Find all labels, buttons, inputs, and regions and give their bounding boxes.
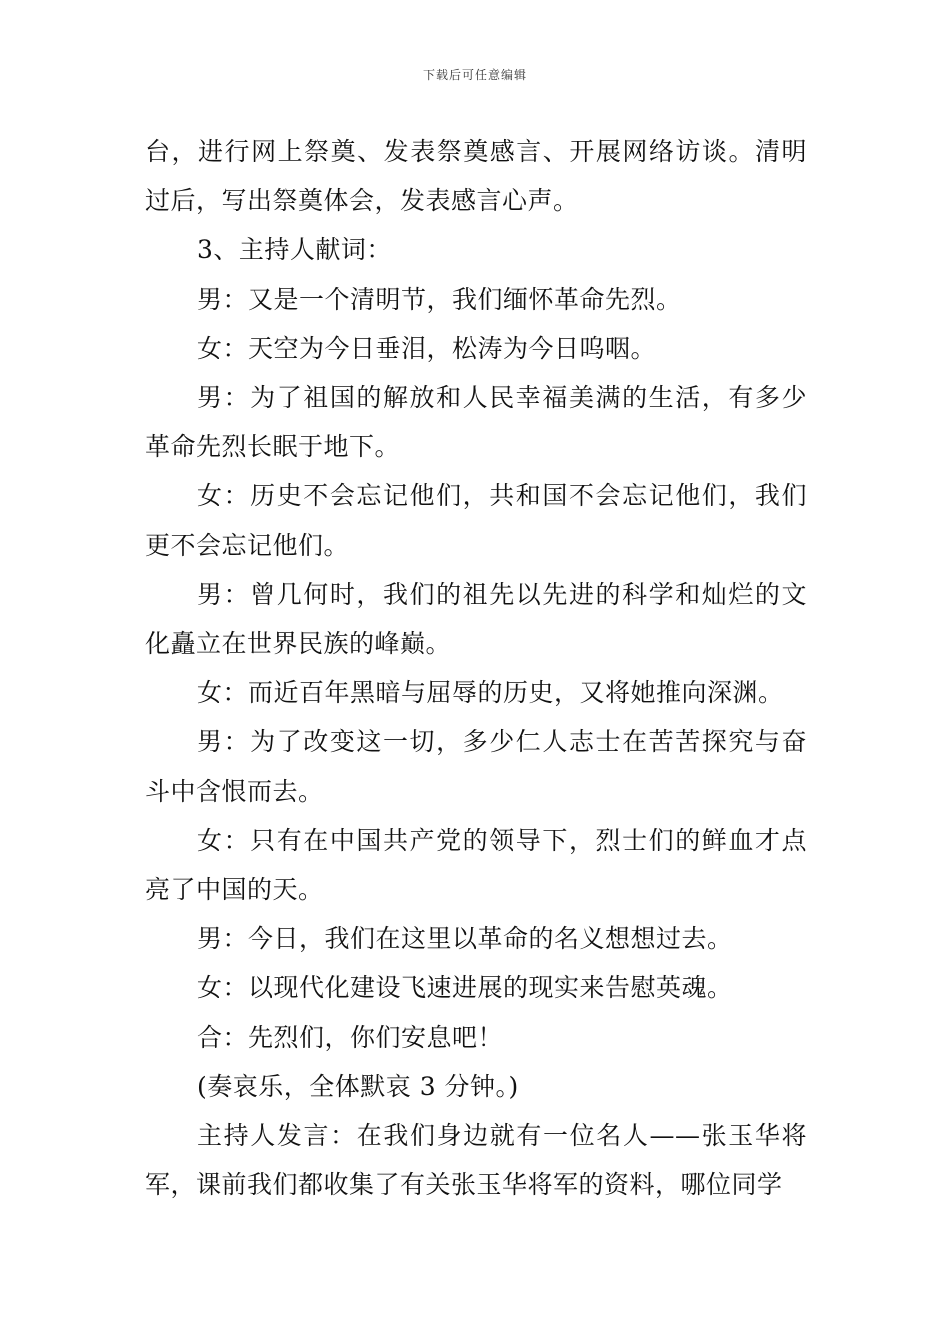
paragraph-dialogue: 男：今日，我们在这里以革命的名义想想过去。: [197, 924, 733, 954]
paragraph-dialogue: 男：曾几何时，我们的祖先以先进的科学和灿烂的文化矗立在世界民族的峰巅。: [145, 579, 807, 659]
paragraph-dialogue: 男：又是一个清明节，我们缅怀革命先烈。: [197, 284, 682, 314]
paragraph-dialogue: 男：为了祖国的解放和人民幸福美满的生活，有多少革命先烈长眠于地下。: [145, 383, 807, 462]
paragraph-dialogue: 女：只有在中国共产党的领导下，烈士们的鲜血才点亮了中国的天。: [145, 825, 807, 905]
paragraph-dialogue: 女：而近百年黑暗与屈辱的历史，又将她推向深渊。: [197, 678, 784, 708]
paragraph-dialogue: 男：为了改变这一切，多少仁人志士在苦苦探究与奋斗中含恨而去。: [145, 727, 807, 806]
page-header-note: 下载后可任意编辑: [422, 68, 527, 82]
paragraph-stage-direction: (奏哀乐，全体默哀 3 分钟。): [197, 1071, 519, 1101]
paragraph-dialogue: 女：天空为今日垂泪，松涛为今日呜咽。: [197, 333, 657, 363]
paragraph-dialogue: 女：以现代化建设飞速进展的现实来告慰英魂。: [197, 973, 733, 1003]
paragraph-dialogue: 女：历史不会忘记他们，共和国不会忘记他们，我们更不会忘记他们。: [145, 481, 807, 560]
paragraph-dialogue: 合：先烈们，你们安息吧！: [197, 1022, 504, 1052]
paragraph-section-heading: 3、主持人献词：: [197, 235, 392, 265]
paragraph-host-speech: 主持人发言：在我们身边就有一位名人——张玉华将军，课前我们都收集了有关张玉华将军的资料，哪位同学: [145, 1121, 807, 1200]
paragraph-intro-continuation: 台，进行网上祭奠、发表祭奠感言、开展网络访谈。清明过后，写出祭奠体会，发表感言心声。: [145, 137, 807, 216]
document-body: [145, 127, 807, 1209]
